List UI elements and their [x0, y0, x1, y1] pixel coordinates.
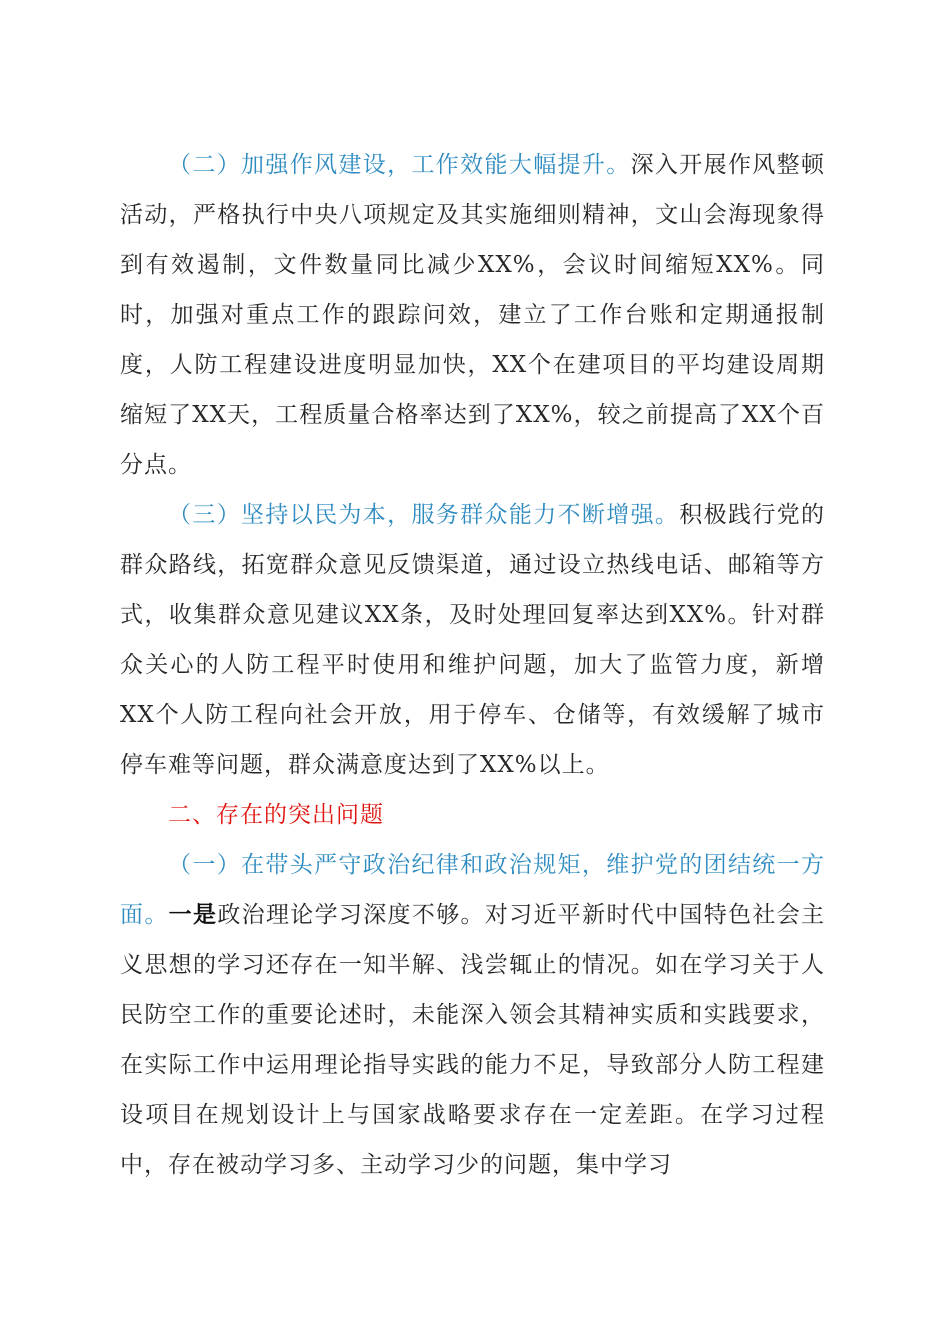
paragraph-lead: 一是	[168, 901, 218, 928]
paragraph-heading: （二）加强作风建设，工作效能大幅提升。	[168, 152, 631, 178]
paragraph-serve-people	[120, 490, 825, 790]
paragraph-heading: （一）在带头严守政治纪律和政治规矩，维护党的团结统一方面。	[120, 852, 825, 928]
document-page	[120, 140, 825, 1190]
paragraph-body: 深入开展作风整顿活动，严格执行中央八项规定及其实施细则精神，文山会海现象得到有效遏制，文件数量同比减少XX%，会议时间缩短XX%。同时，加强对重点工作的跟踪问效，建立了工作台账和定期通报制度，人防工程建设进度明显加快，XX个在建项目的平均建设周期缩短了XX天，工程质量合格率达到了XX%，较之前提高了XX个百分点。	[120, 152, 826, 478]
paragraph-work-style	[120, 140, 825, 490]
paragraph-heading: （三）坚持以民为本，服务群众能力不断增强。	[168, 502, 680, 528]
paragraph-political-discipline	[120, 840, 825, 1190]
paragraph-body: 政治理论学习深度不够。对习近平新时代中国特色社会主义思想的学习还存在一知半解、浅尝辄止的情况。如在学习关于人民防空工作的重要论述时，未能深入领会其精神实质和实践要求，在实际工作中运用理论指导实践的能力不足，导致部分人防工程建设项目在规划设计上与国家战略要求存在一定差距。在学习过程中，存在被动学习多、主动学习少的问题，集中学习	[120, 902, 826, 1178]
section-title-problems: 二、存在的突出问题	[168, 802, 384, 828]
paragraph-body: 积极践行党的群众路线，拓宽群众意见反馈渠道，通过设立热线电话、邮箱等方式，收集群众意见建议XX条，及时处理回复率达到XX%。针对群众关心的人防工程平时使用和维护问题，加大了监管力度，新增XX个人防工程向社会开放，用于停车、仓储等，有效缓解了城市停车难等问题，群众满意度达到了XX%以上。	[120, 502, 826, 778]
